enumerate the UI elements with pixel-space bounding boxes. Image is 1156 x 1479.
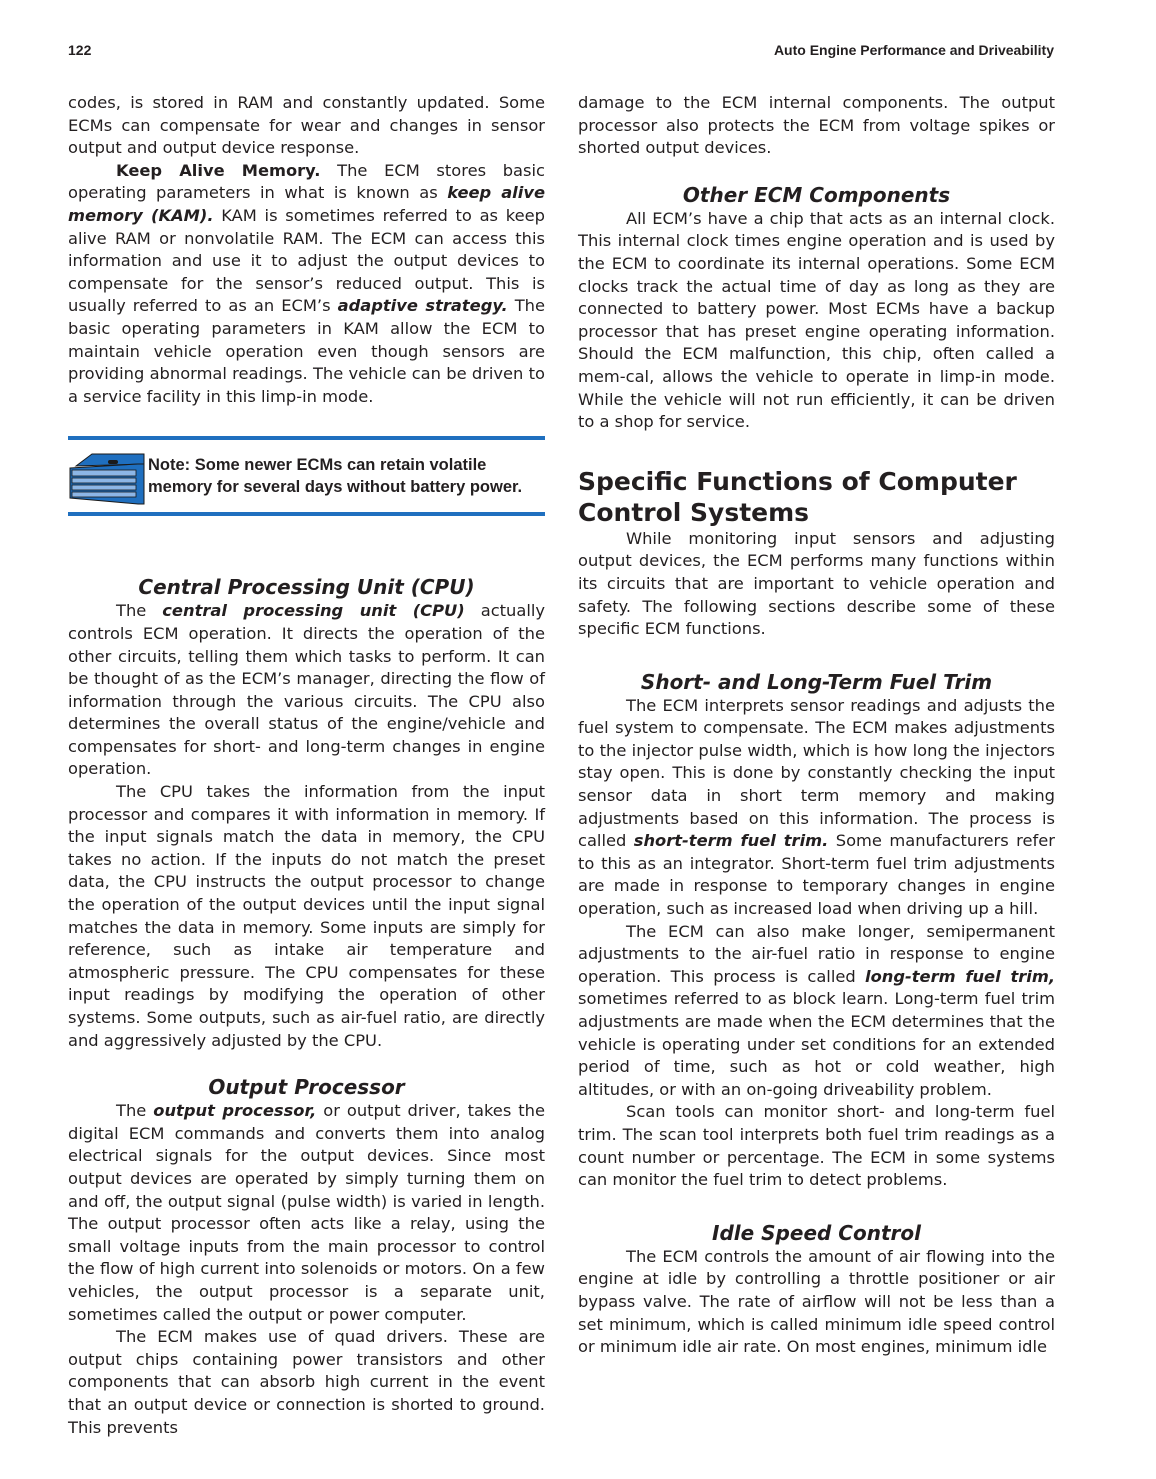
text: sometimes referred to as block learn. Long-term fuel trim adjustments are made when the ECM determines that the vehicle is operating under set conditions for an extended period of time, such as hot or cold weather, high altitudes, or with an on-going driveability problem. [578,989,1055,1099]
text: The [116,1101,154,1121]
text: actually controls ECM operation. It directs the operation of the other circuits, telling them which tasks to perform. It can be thought of as the ECM’s manager, directing the flow of information through the various circuits. The CPU also determines the overall status of the engine/vehicle and compensates for short- and long-term changes in engine operation. [68,601,546,779]
section-heading: Other ECM Components [682,182,951,207]
right-column [578,92,1055,1359]
text: The [116,601,163,621]
section-heading: Short- and Long-Term Fuel Trim [640,669,993,694]
note-text: Note: Some newer ECMs can retain volatile memory for several days without battery power. [148,456,523,497]
paragraph [578,695,1055,921]
text: Some manufacturers refer to this as an integrator. Short-term fuel trim adjustments are made in response to temporary changes in engine operation, such as increased load when driving up a hill. [578,831,1055,919]
paragraph: All ECM’s have a chip that acts as an internal clock. This internal clock times engine operation and is used by the ECM to coordinate its internal operations. Some ECM clocks track the actual time of day as long as they are connected to battery power. Most ECMs have a backup processor that has preset engine operating information. Should the ECM malfunction, this chip, often called a mem-cal, allows the vehicle to operate in limp-in mode. While the vehicle will not run efficiently, it can be driven to a shop for service. [578,208,1055,432]
key-term: short-term fuel trim. [633,831,829,851]
text: The ECM stores basic operating parameters in what is known as [68,160,545,203]
toolbox-icon [68,446,148,506]
book-title: Auto Engine Performance and Driveability [773,42,1054,58]
key-term: output processor, [153,1101,317,1121]
paragraph: Scan tools can monitor short- and long-term fuel trim. The scan tool interprets both fuel trim readings as a count number or percentage. The ECM in some systems can monitor the fuel trim to detect problems. [578,1102,1055,1190]
paragraph: The CPU takes the information from the input processor and compares it with information in memory. If the input signals match the data in memory, the CPU takes no action. If the inputs do not match the preset data, the CPU instructs the output processor to change the operation of the output devices until the input signal matches the data in memory. Some inputs are simply for reference, such as intake air temperature and atmospheric pressure. The CPU compensates for these input readings by modifying the operation of other systems. Some outputs, such as air-fuel ratio, are directly and aggressively adjusted by the CPU. [68,782,545,1050]
running-header [68,42,1054,64]
paragraph: While monitoring input sensors and adjusting output devices, the ECM performs many functions within its circuits that are important to vehicle operation and safety. The following sections describe some of these specific ECM functions. [578,528,1055,639]
section-heading: Idle Speed Control [712,1220,921,1245]
run-in-heading: Keep Alive Memory. [116,160,321,180]
key-term: long-term fuel trim, [865,966,1056,986]
section-heading: Central Processing Unit (CPU) [138,575,475,600]
text: The ECM can also make longer, semipermanent adjustments to the air-fuel ratio in response to engine operation. This process is called [578,921,1055,986]
paragraph-kam [68,160,545,409]
paragraph [68,600,545,781]
key-term: keep alive memory (KAM). [68,183,545,225]
key-term: adaptive strategy. [337,296,508,316]
section-heading: Output Processor [208,1075,405,1100]
paragraph [68,1100,545,1326]
text: The basic operating parameters in KAM allow the ECM to maintain vehicle operation even though sensors are providing abnormal readings. The vehicle can be driven to a service facility in this limp-in mode. [68,296,545,406]
text: The ECM interprets sensor readings and adjusts the fuel system to compensate. The ECM makes adjustments to the injector pulse width, which is how long the injectors stay open. This is done by constantly checking the input sensor data in short term memory and making adjustments based on this information. The process is called [578,695,1055,851]
chapter-section-heading: Specific Functions of Computer Control Systems [578,466,1017,527]
text: KAM is sometimes referred to as keep alive RAM or nonvolatile RAM. The ECM can access this information and use it to adjust the output devices to compensate for the sensor’s reduced output. This is usually referred to as an ECM’s [68,205,545,316]
paragraph: codes, is stored in RAM and constantly updated. Some ECMs can compensate for wear and changes in sensor output and output device response. [68,93,545,158]
paragraph: The ECM controls the amount of air flowing into the engine at idle by controlling a throttle positioner or air bypass valve. The rate of airflow will not be less than a set minimum, which is called minimum idle speed control or minimum idle air rate. On most engines, minimum idle [578,1246,1055,1357]
paragraph [578,921,1055,1102]
text: or output driver, takes the digital ECM commands and converts them into analog electrical signals for the output devices. Since most output devices are operated by simply turning them on and off, the output signal (pulse width) is varied in length. The output processor often acts like a relay, using the small voltage inputs from the main processor to control the flow of high current into solenoids or motors. On a few vehicles, the output processor is a separate unit, sometimes called the output or power computer. [68,1101,545,1324]
paragraph: The ECM makes use of quad drivers. These are output chips containing power transistors and other components that can absorb high current in the event that an output device or connection is shorted to ground. This prevents [68,1327,545,1437]
key-term: central processing unit (CPU) [162,601,465,621]
note-box [68,436,545,516]
left-column [68,92,545,1439]
paragraph: damage to the ECM internal components. The output processor also protects the ECM from voltage spikes or shorted output devices. [578,93,1055,158]
page-number: 122 [68,42,92,58]
